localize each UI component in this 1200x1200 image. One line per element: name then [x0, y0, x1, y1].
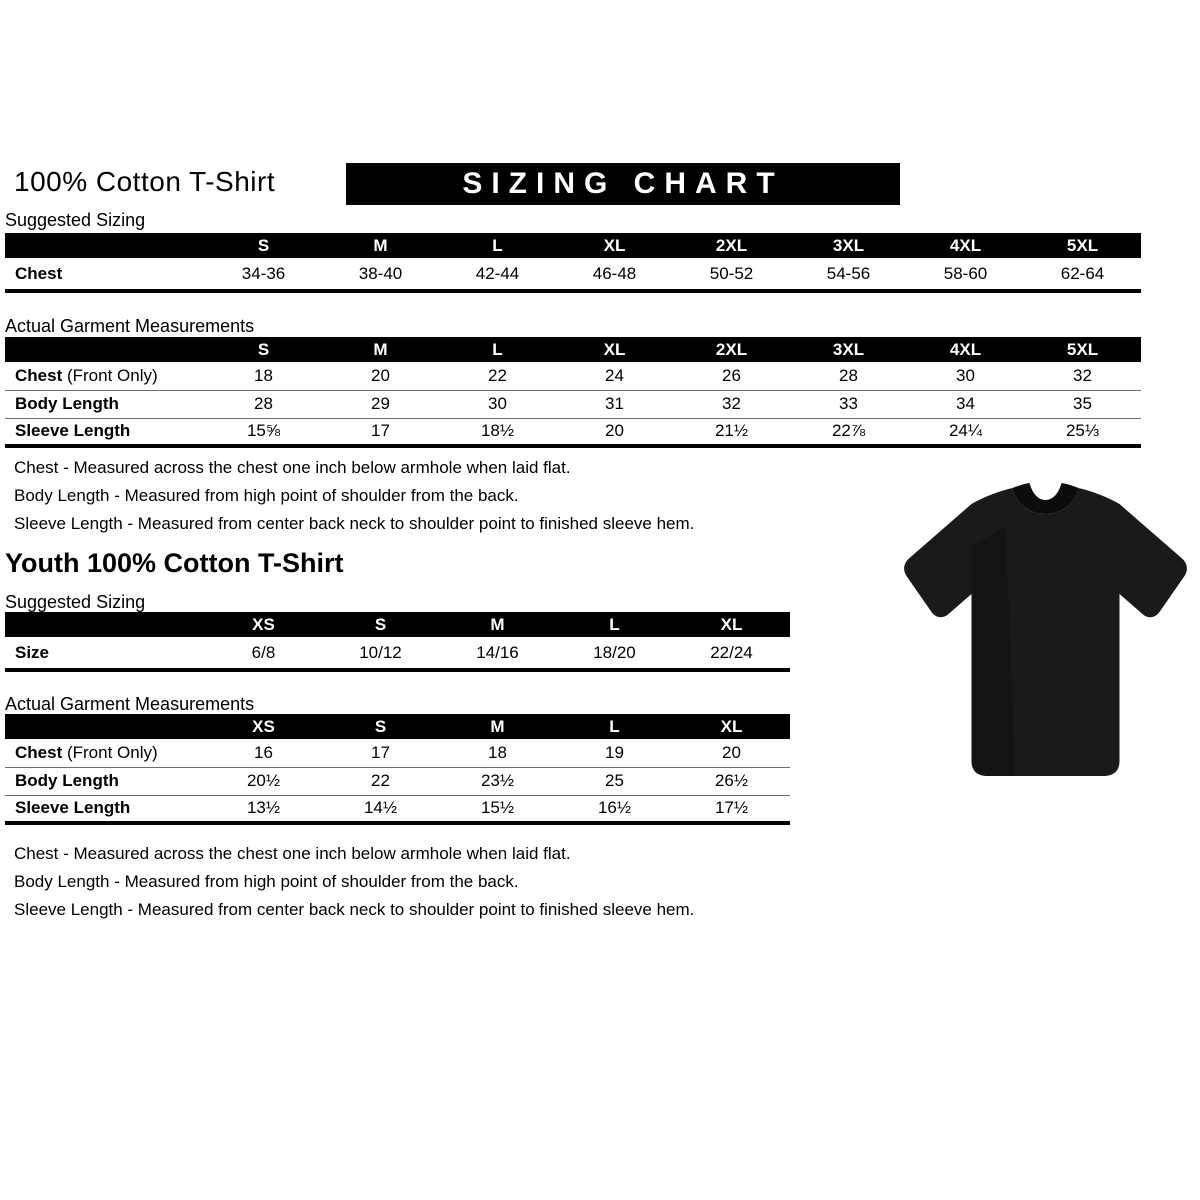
sizing-chart-banner: SIZING CHART [346, 163, 900, 205]
measurement-cell: 22 [322, 767, 439, 795]
measurement-cell: 46-48 [556, 258, 673, 291]
size-header-cell: 4XL [907, 337, 1024, 362]
youth-garment-measurements-label: Actual Garment Measurements [5, 694, 255, 714]
measurement-cell: 30 [439, 390, 556, 418]
size-header-cell: 5XL [1024, 233, 1141, 258]
size-header-cell: XS [205, 714, 322, 739]
adult-suggested-sizing-table [5, 233, 1141, 293]
row-label-cell: Chest (Front Only) [5, 739, 205, 767]
measurement-cell: 32 [1024, 362, 1141, 390]
size-header-cell: 3XL [790, 337, 907, 362]
size-header-cell: S [205, 233, 322, 258]
size-header-cell: L [439, 337, 556, 362]
measurement-cell: 54-56 [790, 258, 907, 291]
size-header-cell: XL [673, 714, 790, 739]
tshirt-body-shape [904, 488, 1187, 776]
size-header-cell: M [439, 714, 556, 739]
size-header-cell: L [556, 714, 673, 739]
measurement-cell: 30 [907, 362, 1024, 390]
measurement-cell: 22/24 [673, 637, 790, 670]
measurement-cell: 15⅝ [205, 418, 322, 446]
measurement-cell: 19 [556, 739, 673, 767]
header-corner-cell [5, 233, 205, 258]
measurement-cell: 25⅓ [1024, 418, 1141, 446]
youth-section-title: Youth 100% Cotton T-Shirt [5, 548, 344, 578]
measurement-cell: 17 [322, 739, 439, 767]
adult-note-chest: Chest - Measured across the chest one inch below armhole when laid flat. [14, 458, 571, 477]
measurement-cell: 16½ [556, 795, 673, 823]
header-corner-cell [5, 714, 205, 739]
size-header-cell: L [556, 612, 673, 637]
measurement-cell: 38-40 [322, 258, 439, 291]
measurement-cell: 20 [673, 739, 790, 767]
row-label-cell: Body Length [5, 390, 205, 418]
youth-suggested-sizing-label: Suggested Sizing [5, 592, 146, 612]
size-header-cell: S [322, 714, 439, 739]
black-tshirt-graphic [893, 466, 1198, 801]
size-header-row [5, 612, 790, 637]
measurement-cell: 29 [322, 390, 439, 418]
youth-garment-measurements-table [5, 714, 790, 825]
youth-note-body-length: Body Length - Measured from high point of shoulder from the back. [14, 872, 519, 891]
measurement-row [5, 739, 790, 767]
measurement-row [5, 767, 790, 795]
measurement-cell: 15½ [439, 795, 556, 823]
size-header-cell: M [322, 337, 439, 362]
measurement-row [5, 390, 1141, 418]
measurement-cell: 20½ [205, 767, 322, 795]
adult-garment-measurements-table [5, 337, 1141, 448]
measurement-cell: 20 [556, 418, 673, 446]
measurement-cell: 14½ [322, 795, 439, 823]
measurement-cell: 13½ [205, 795, 322, 823]
size-header-cell: 2XL [673, 233, 790, 258]
size-header-cell: M [322, 233, 439, 258]
measurement-row [5, 258, 1141, 291]
measurement-cell: 26½ [673, 767, 790, 795]
measurement-row [5, 637, 790, 670]
adult-note-sleeve-length: Sleeve Length - Measured from center back neck to shoulder point to finished sleeve hem. [14, 514, 695, 533]
measurement-cell: 18½ [439, 418, 556, 446]
measurement-cell: 62-64 [1024, 258, 1141, 291]
page-title: 100% Cotton T-Shirt [14, 166, 276, 197]
measurement-cell: 31 [556, 390, 673, 418]
size-header-row [5, 714, 790, 739]
row-label-cell: Body Length [5, 767, 205, 795]
measurement-cell: 16 [205, 739, 322, 767]
measurement-row [5, 362, 1141, 390]
measurement-cell: 28 [790, 362, 907, 390]
row-label-cell: Sleeve Length [5, 418, 205, 446]
measurement-row [5, 795, 790, 823]
row-label-cell: Chest [5, 258, 205, 291]
measurement-cell: 22 [439, 362, 556, 390]
size-header-cell: 4XL [907, 233, 1024, 258]
measurement-cell: 24 [556, 362, 673, 390]
measurement-cell: 34-36 [205, 258, 322, 291]
measurement-cell: 6/8 [205, 637, 322, 670]
row-label-cell: Chest (Front Only) [5, 362, 205, 390]
measurement-cell: 10/12 [322, 637, 439, 670]
adult-suggested-sizing-label: Suggested Sizing [5, 210, 146, 230]
youth-suggested-sizing-table [5, 612, 790, 672]
youth-note-sleeve-length: Sleeve Length - Measured from center back neck to shoulder point to finished sleeve hem. [14, 900, 695, 919]
adult-garment-measurements-label: Actual Garment Measurements [5, 316, 255, 336]
tshirt-svg [893, 466, 1198, 801]
measurement-cell: 18/20 [556, 637, 673, 670]
size-header-cell: 2XL [673, 337, 790, 362]
row-label-cell: Sleeve Length [5, 795, 205, 823]
size-header-cell: 5XL [1024, 337, 1141, 362]
measurement-cell: 20 [322, 362, 439, 390]
measurement-cell: 25 [556, 767, 673, 795]
measurement-cell: 17 [322, 418, 439, 446]
size-header-cell: XL [556, 233, 673, 258]
youth-note-chest: Chest - Measured across the chest one inch below armhole when laid flat. [14, 844, 571, 863]
measurement-cell: 26 [673, 362, 790, 390]
size-header-row [5, 337, 1141, 362]
size-header-cell: S [322, 612, 439, 637]
measurement-cell: 14/16 [439, 637, 556, 670]
adult-note-body-length: Body Length - Measured from high point of shoulder from the back. [14, 486, 519, 505]
measurement-cell: 34 [907, 390, 1024, 418]
header-corner-cell [5, 337, 205, 362]
size-header-cell: L [439, 233, 556, 258]
size-header-row [5, 233, 1141, 258]
size-header-cell: XS [205, 612, 322, 637]
size-header-cell: 3XL [790, 233, 907, 258]
measurement-cell: 23½ [439, 767, 556, 795]
measurement-cell: 21½ [673, 418, 790, 446]
measurement-cell: 33 [790, 390, 907, 418]
header-corner-cell [5, 612, 205, 637]
size-header-cell: M [439, 612, 556, 637]
measurement-cell: 24¼ [907, 418, 1024, 446]
row-label-cell: Size [5, 637, 205, 670]
measurement-cell: 28 [205, 390, 322, 418]
measurement-cell: 32 [673, 390, 790, 418]
measurement-cell: 18 [439, 739, 556, 767]
size-header-cell: XL [673, 612, 790, 637]
measurement-cell: 22⅞ [790, 418, 907, 446]
measurement-cell: 50-52 [673, 258, 790, 291]
measurement-cell: 17½ [673, 795, 790, 823]
size-header-cell: XL [556, 337, 673, 362]
measurement-cell: 18 [205, 362, 322, 390]
measurement-row [5, 418, 1141, 446]
measurement-cell: 35 [1024, 390, 1141, 418]
measurement-cell: 58-60 [907, 258, 1024, 291]
size-header-cell: S [205, 337, 322, 362]
measurement-cell: 42-44 [439, 258, 556, 291]
